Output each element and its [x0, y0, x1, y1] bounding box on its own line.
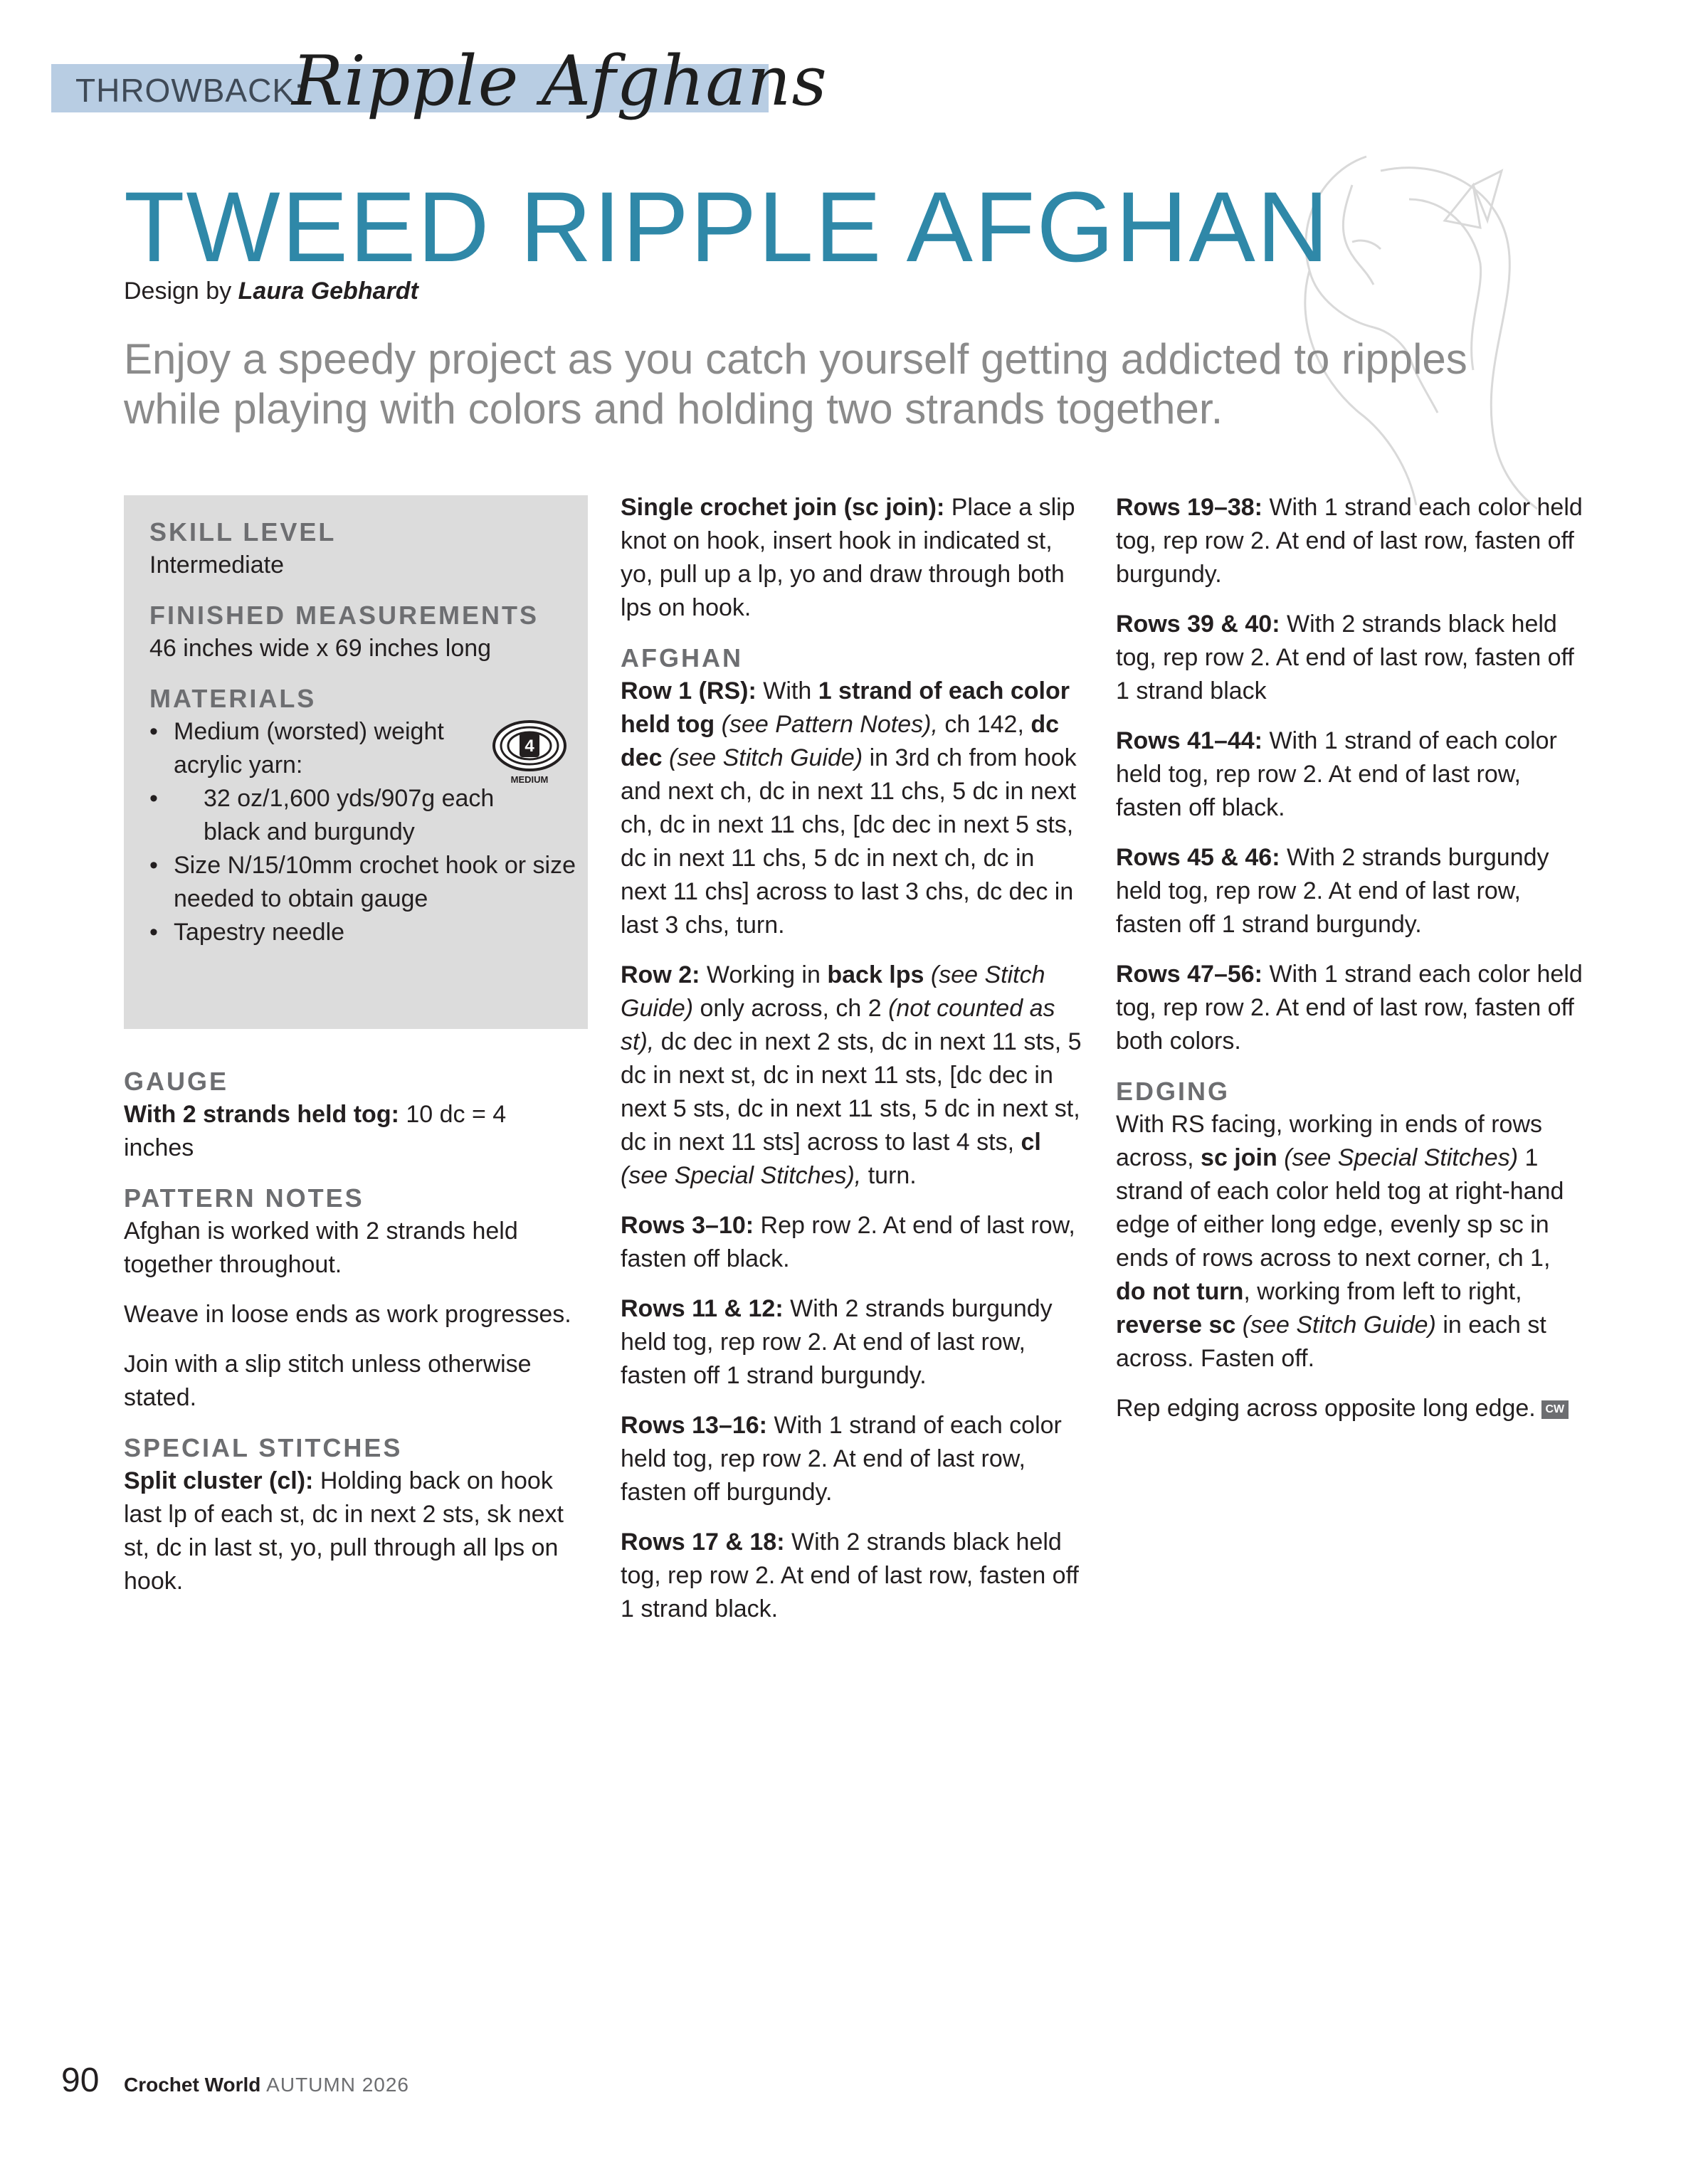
edging-final: Rep edging across opposite long edge. CW — [1116, 1392, 1586, 1425]
issue-date: AUTUMN 2026 — [266, 2074, 410, 2096]
special-stitches-heading: SPECIAL STITCHES — [124, 1433, 403, 1462]
pattern-notes-heading: PATTERN NOTES — [124, 1183, 364, 1213]
instructions-column-3 — [1116, 491, 1586, 1442]
yarn-weight-number: 4 — [524, 737, 534, 756]
rows-3-10-instruction: Rows 3–10: Rep row 2. At end of last row, fasten off black. — [621, 1212, 1075, 1272]
rows-41-44-instruction: Rows 41–44: With 1 strand of each color held tog, rep row 2. At end of last row, fasten off black. — [1116, 727, 1557, 821]
yarn-weight-label: MEDIUM — [510, 774, 549, 785]
edging-instruction: With RS facing, working in ends of rows across, sc join (see Special Stitches) 1 strand of each color held tog at right-hand edge of either long edge, evenly sp sc in ends of rows across to next corner, ch 1, do not turn, working from left to right, reverse sc (see Stitch Guide) in each st across. Fasten off. — [1116, 1111, 1564, 1372]
materials-item — [149, 715, 473, 782]
measurements-heading: FINISHED MEASUREMENTS — [149, 601, 539, 630]
section-label: THROWBACK: — [75, 72, 305, 109]
materials-yarn: Medium (worsted) weight acrylic yarn: — [174, 718, 444, 778]
intro-deck: Enjoy a speedy project as you catch yourself getting addicted to ripples while playing with colors and holding two strands together. — [124, 335, 1467, 433]
gauge-text: With 2 strands held tog: 10 dc = 4 inches — [124, 1101, 507, 1161]
instructions-column-2 — [621, 491, 1083, 1642]
materials-hook: Size N/15/10mm crochet hook or size needed to obtain gauge — [174, 852, 576, 912]
split-cluster-definition: Split cluster (cl): Holding back on hook last lp of each st, dc in next 2 sts, sk next st, dc in last st, yo, pull through all lps on hook. — [124, 1467, 564, 1595]
skill-level-value: Intermediate — [149, 551, 284, 579]
skill-level-heading: SKILL LEVEL — [149, 517, 337, 547]
materials-yarn-detail: 32 oz/1,600 yds/907g each black and burgundy — [204, 785, 495, 845]
rows-19-38-instruction: Rows 19–38: With 1 strand each color held tog, rep row 2. At end of last row, fasten off burgundy. — [1116, 494, 1583, 588]
pattern-note: Afghan is worked with 2 strands held together throughout. — [124, 1218, 518, 1278]
sc-join-definition: Single crochet join (sc join): Place a slip knot on hook, insert hook in indicated st, yo, pull up a lp, yo and draw through both lps on hook. — [621, 494, 1075, 621]
pattern-title: TWEED RIPPLE AFGHAN — [124, 171, 1330, 283]
rows-45-46-instruction: Rows 45 & 46: With 2 strands burgundy held tog, rep row 2. At end of last row, fasten off 1 strand burgundy. — [1116, 844, 1549, 938]
materials-item — [149, 916, 576, 949]
rows-11-12-instruction: Rows 11 & 12: With 2 strands burgundy held tog, rep row 2. At end of last row, fasten off 1 strand burgundy. — [621, 1295, 1053, 1389]
end-of-article-icon: CW — [1541, 1400, 1569, 1419]
section-script-title: Ripple Afghans — [292, 41, 828, 121]
edging-heading: EDGING — [1116, 1077, 1230, 1106]
magazine-name: Crochet World — [124, 2074, 261, 2096]
page-number: 90 — [61, 2062, 100, 2099]
rows-17-18-instruction: Rows 17 & 18: With 2 strands black held tog, rep row 2. At end of last row, fasten off 1 strand black. — [621, 1529, 1079, 1622]
materials-item — [149, 849, 576, 916]
rows-13-16-instruction: Rows 13–16: With 1 strand of each color held tog, rep row 2. At end of last row, fasten off burgundy. — [621, 1412, 1062, 1506]
afghan-heading: AFGHAN — [621, 643, 743, 672]
materials-needle: Tapestry needle — [174, 919, 345, 946]
pattern-note: Weave in loose ends as work progresses. — [124, 1301, 571, 1328]
designer-name: Laura Gebhardt — [238, 278, 418, 305]
row-2-instruction: Row 2: Working in back lps (see Stitch Guide) only across, ch 2 (not counted as st), dc dec in next 2 sts, dc in next 11 sts, 5 dc in next st, dc in next 11 sts, [dc dec in next 5 sts, dc in next 11 sts, 5 dc in next st, dc in next 11 sts] across to last 4 sts, cl (see Special Stitches), turn. — [621, 961, 1082, 1189]
row-1-instruction: Row 1 (RS): With 1 strand of each color held tog (see Pattern Notes), ch 142, dc dec (see Stitch Guide) in 3rd ch from hook and next ch, dc in next 11 chs, 5 dc in next ch, dc in next 11 chs, [dc dec in next 5 sts, dc in next 11 chs, 5 dc in next ch, dc in next 11 chs] across to last 3 chs, dc dec in last 3 chs, turn. — [621, 677, 1077, 939]
materials-list — [149, 715, 576, 949]
byline-prefix: Design by — [124, 278, 232, 305]
designer-byline — [124, 278, 418, 305]
pattern-note: Join with a slip stitch unless otherwise stated. — [124, 1351, 532, 1411]
measurements-value: 46 inches wide x 69 inches long — [149, 635, 492, 662]
magazine-footer — [124, 2074, 409, 2096]
gauge-heading: GAUGE — [124, 1067, 229, 1096]
rows-47-56-instruction: Rows 47–56: With 1 strand each color held tog, rep row 2. At end of last row, fasten off both colors. — [1116, 961, 1583, 1055]
rows-39-40-instruction: Rows 39 & 40: With 2 strands black held tog, rep row 2. At end of last row, fasten off 1 strand black — [1116, 611, 1574, 704]
specs-column — [149, 515, 576, 949]
materials-item-detail — [149, 782, 538, 849]
materials-heading: MATERIALS — [149, 684, 317, 713]
notes-column — [124, 1065, 579, 1615]
